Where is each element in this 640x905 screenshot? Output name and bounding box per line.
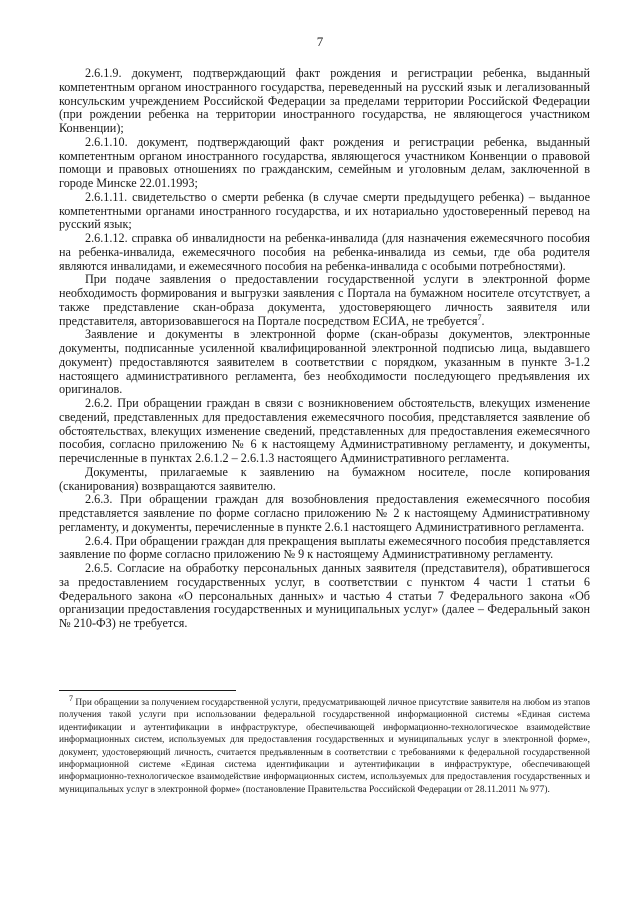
footnote <box>59 693 591 796</box>
paragraph-2-6-1-10: 2.6.1.10. документ, подтверждающий факт рождения и регистрации ребенка, выданный компетентным органом иностранного государства, являющегося участником Конвенции о правовой помощи и правовых отношениях по гражданским, семейным и уголовным делам, заключенной в городе Минске 22.01.1993; <box>59 134 590 190</box>
paragraph-paper-documents: Документы, прилагаемые к заявлению на бумажном носителе, после копирования (сканирования) возвращаются заявителю. <box>59 464 590 493</box>
paragraph-2-6-1-9: 2.6.1.9. документ, подтверждающий факт рождения и регистрации ребенка, выданный компетентным органом иностранного государства, переведенный на русский язык и легализованный консульским учреждением Российской Федерации за пределами территории Российской Федерации (при рождении ребенка на территории иностранного государства, не являющегося участником Конвенции); <box>59 66 590 135</box>
footnote-separator <box>59 690 236 691</box>
paragraph-2-6-1-12: 2.6.1.12. справка об инвалидности на ребенка-инвалида (для назначения ежемесячного пособия на ребенка-инвалида, ежемесячного пособия на ребенка-инвалида из семьи, где оба родителя являются инвалидами, и ежемесячного пособия на ребенка-инвалида с особыми потребностями). <box>59 231 590 273</box>
page-number: 7 <box>316 34 324 49</box>
paragraph-scan-documents: Заявление и документы в электронной форме (скан-образы документов, электронные документы, подписанные усиленной квалифицированной электронной подписью лица, выдавшего документ) предоставляются заявителем в соответствии с порядком, указанным в пункте 3-1.2 настоящего административного регламента, без необходимости последующего предъявления их оригиналов. <box>59 327 590 397</box>
footnote-reference[interactable]: 7 <box>477 312 482 322</box>
paragraph-2-6-2: 2.6.2. При обращении граждан в связи с возникновением обстоятельств, влекущих изменение сведений, представленных для предоставления ежемесячного пособия, представляется заявление об обстоятельствах, влекущих изменение сведений, представленных для предоставления ежемесячного пособия, согласно приложению № 6 к настоящему Административному регламенту, и документы, перечисленные в пунктах 2.6.1.2 – 2.6.1.3 настоящего Административного регламента. <box>59 396 590 465</box>
footnote-mark: 7 <box>69 693 73 703</box>
paragraph-electronic-form-tail: . <box>481 313 485 328</box>
footnote-text: При обращении за получением государственной услуги, предусматривающей личное присутствие заявителя на любом из этапов получения такой услуги при использовании федеральной государственной информационной системы «Единая система идентификации и аутентификации в инфраструктуре, обеспечивающей информационно-технологическое взаимодействие информационных систем, используемых для предоставления государственных и муниципальных услуг в электронной форме», документ, удостоверяющий личность, считается предъявленным в соответствии с требованиями к федеральной государственной информационной системе «Единая система идентификации и аутентификации в инфраструктуре, обеспечивающей информационно-технологическое взаимодействие информационных систем, используемых для предоставления государственных и муниципальных услуг в электронной форме» (постановление Правительства Российской Федерации от 28.11.2011 № 977). <box>59 698 591 795</box>
paragraph-2-6-5: 2.6.5. Согласие на обработку персональных данных заявителя (представителя), обратившегося за предоставлением государственных услуг, в соответствии с пунктом 4 части 1 статьи 6 Федерального закона «О персональных данных» и частью 4 статьи 7 Федерального закона «Об организации предоставления государственных и муниципальных услуг» (далее – Федеральный закон № 210-ФЗ) не требуется. <box>59 561 590 630</box>
paragraph-2-6-3: 2.6.3. При обращении граждан для возобновления предоставления ежемесячного пособия представляется заявление по форме согласно приложению № 2 к настоящему Административному регламенту, и документы, перечисленные в пункте 2.6.1 настоящего Административного регламента. <box>59 492 590 534</box>
paragraph-2-6-1-11: 2.6.1.11. свидетельство о смерти ребенка (в случае смерти предыдущего ребенка) – выданное компетентными органами иностранного государства, и их нотариально удостоверенный перевод на русский язык; <box>59 189 590 232</box>
paragraph-electronic-form <box>59 273 590 328</box>
paragraph-2-6-4: 2.6.4. При обращении граждан для прекращения выплаты ежемесячного пособия представляется заявление по форме согласно приложению № 9 к настоящему Административному регламенту. <box>59 533 590 562</box>
body-text <box>59 67 590 631</box>
paragraph-electronic-form-text: При подаче заявления о предоставлении государственной услуги в электронной форме необходимость формирования и выгрузки заявления с Портала на бумажном носителе отсутствует, а также представление скан-образа документа, удостоверяющего личность заявителя или представителя, авторизовавшегося на Портале посредством ЕСИА, не требуется <box>59 272 590 328</box>
